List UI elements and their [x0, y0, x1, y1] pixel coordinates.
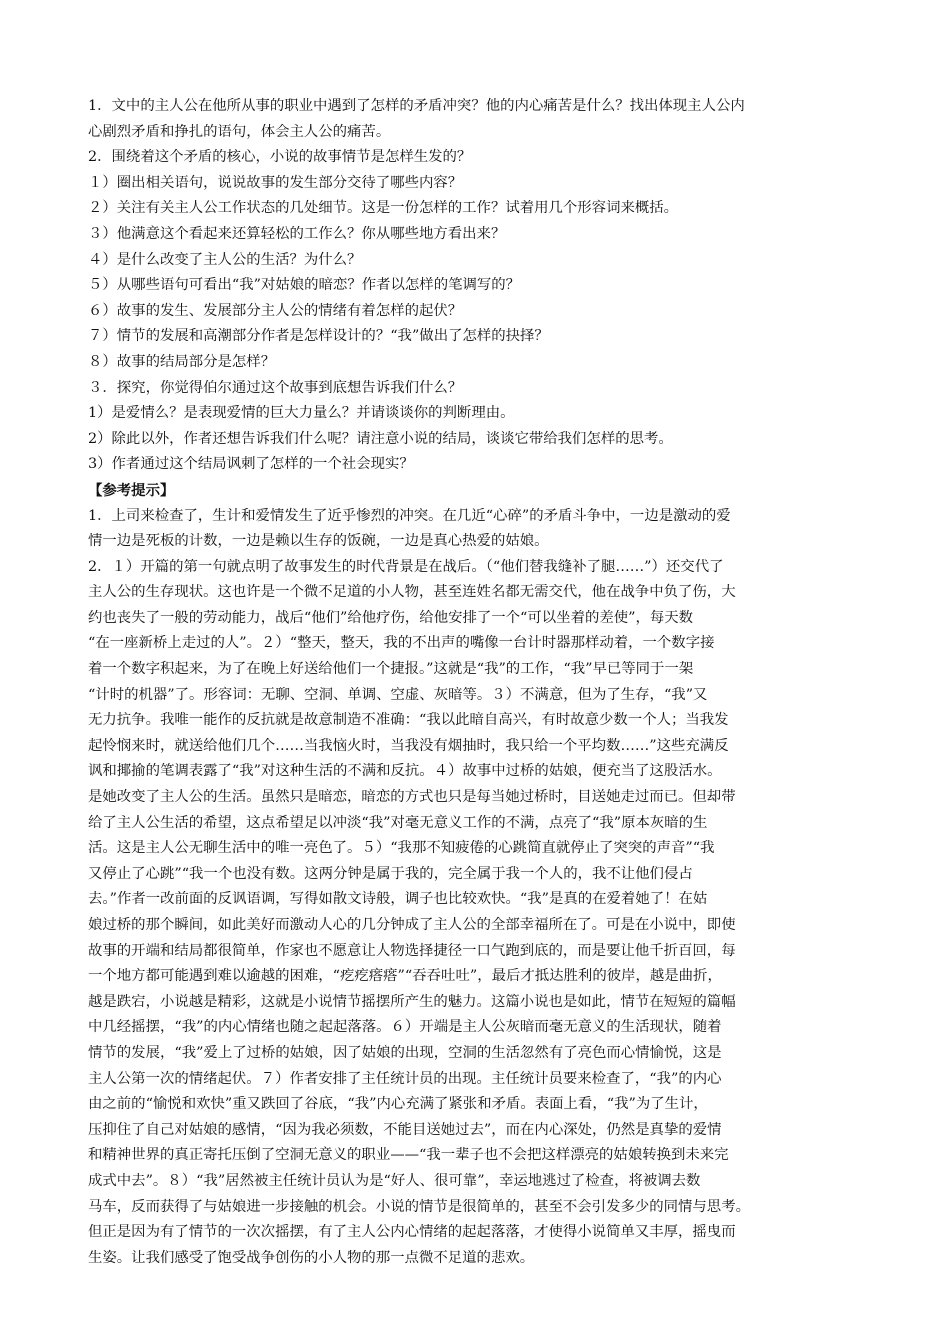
answer-paragraph-line: 但正是因为有了情节的一次次摇摆，有了主人公内心情绪的起起落落，才使得小说简单又丰厚，摇曳而: [88, 1224, 736, 1241]
sub-question-2-6: ６）故事的发生、发展部分主人公的情绪有着怎样的起伏？: [88, 302, 463, 319]
sub-question-2-1: １）圈出相关语句，说说故事的发生部分交待了哪些内容？: [88, 174, 463, 191]
answer-paragraph-line: 越是跌宕，小说越是精彩，这就是小说情节摇摆所产生的魅力。这篇小说也是如此，情节在短短的篇幅: [88, 993, 736, 1010]
answer-paragraph-line: 2．１）开篇的第一句就点明了故事发生的时代背景是在战后。（“他们替我缝补了腿……”）还交代了: [88, 558, 724, 575]
question-3: ３．探究，你觉得伯尔通过这个故事到底想告诉我们什么？: [88, 379, 463, 396]
sub-question-2-2: ２）关注有关主人公工作状态的几处细节。这是一份怎样的工作？试着用几个形容词来概括。: [88, 200, 679, 217]
sub-question-3-2: 2）除此以外，作者还想告诉我们什么呢？请注意小说的结局，谈谈它带给我们怎样的思考。: [88, 430, 673, 447]
answer-paragraph-line: 讽和揶揄的笔调表露了“我”对这种生活的不满和反抗。４）故事中过桥的姑娘，便充当了这股活水。: [88, 763, 722, 780]
answer-paragraph-line: “在一座新桥上走过的人”。２）“整天，整天，我的不出声的嘴像一台计时器那样动着，一个数字接: [88, 635, 715, 652]
answer-paragraph-line: 由之前的“愉悦和欢快”重又跌回了谷底，“我”内心充满了紧张和矛盾。表面上看，“我”为了生计，: [88, 1096, 708, 1113]
sub-question-2-4: ４）是什么改变了主人公的生活？为什么？: [88, 251, 362, 268]
sub-question-3-3: 3）作者通过这个结局讽刺了怎样的一个社会现实？: [88, 456, 414, 473]
answer-paragraph-line: 是她改变了主人公的生活。虽然只是暗恋，暗恋的方式也只是每当她过桥时，目送她走过而已。但却带: [88, 789, 736, 806]
sub-question-2-3: ３）他满意这个看起来还算轻松的工作么？你从哪些地方看出来？: [88, 225, 506, 242]
answer-paragraph-line: 成式中去”。８）“我”居然被主任统计员认为是“好人、很可靠”，幸运地逃过了检查，将被调去数: [88, 1172, 701, 1189]
answer-paragraph-line: 生姿。让我们感受了饱受战争创伤的小人物的那一点微不足道的悲欢。: [88, 1249, 535, 1266]
reference-hints-heading: 【参考提示】: [88, 481, 175, 499]
answer-paragraph-line: 起怜悯来时，就送给他们几个……当我恼火时，当我没有烟抽时，我只给一个平均数……”这些充满反: [88, 737, 729, 754]
sub-question-3-1: 1）是爱情么？是表现爱情的巨大力量么？并请谈谈你的判断理由。: [88, 405, 515, 422]
sub-question-2-5: ５）从哪些语句可看出“我”对姑娘的暗恋？作者以怎样的笔调写的？: [88, 277, 521, 294]
answer-paragraph-line: 给了主人公生活的希望，这点希望足以冲淡“我”对毫无意义工作的不满，点亮了“我”原本灰暗的生: [88, 814, 708, 831]
answer-paragraph-line: 马车，反而获得了与姑娘进一步接触的机会。小说的情节是很简单的，甚至不会引发多少的同情与思考。: [88, 1198, 750, 1215]
answer-paragraph-line: 去。”作者一改前面的反讽语调，写得如散文诗般，调子也比较欢快。“我”是真的在爱着她了！在姑: [88, 891, 708, 908]
answer-paragraph-line: 着一个数字积起来，为了在晚上好送给他们一个捷报。”这就是“我”的工作，“我”早已等同于一架: [88, 661, 694, 678]
answer-paragraph-line: 主人公第一次的情绪起伏。７）作者安排了主任统计员的出现。主任统计员要来检查了，“我”的内心: [88, 1070, 722, 1087]
sub-question-2-8: ８）故事的结局部分是怎样？: [88, 353, 276, 370]
answer-paragraph-line: 活。这是主人公无聊生活中的唯一亮色了。５）“我那不知疲倦的心跳简直就停止了突突的声音”“我: [88, 840, 715, 857]
answer-paragraph-line: 一个地方都可能遇到难以逾越的困难，“疙疙瘩瘩”“吞吞吐吐”，最后才抵达胜利的彼岸，越是曲折，: [88, 968, 722, 985]
answer-paragraph-line: 1．上司来检查了，生计和爱情发生了近乎惨烈的冲突。在几近“心碎”的矛盾斗争中，一边是激动的爱: [88, 507, 731, 524]
answer-paragraph-line: “计时的机器”了。形容词：无聊、空洞、单调、空虚、灰暗等。３）不满意，但为了生存，“我”又: [88, 686, 708, 703]
answer-paragraph-line: 情一边是死板的计数，一边是赖以生存的饭碗，一边是真心热爱的姑娘。: [88, 533, 549, 550]
document-page: [88, 94, 858, 1271]
answer-paragraph-line: 娘过桥的那个瞬间，如此美好而激动人心的几分钟成了主人公的全部幸福所在了。可是在小说中，即使: [88, 917, 736, 933]
answer-paragraph-line: 压抑住了自己对姑娘的感情，“因为我必须数，不能目送她过去”，而在内心深处，仍然是真挚的爱情: [88, 1121, 722, 1138]
answer-paragraph-line: 约也丧失了一般的劳动能力，战后“他们”给他疗伤，给他安排了一个“可以坐着的差使”，每天数: [88, 609, 694, 626]
answer-paragraph-line: 中几经摇摆，“我”的内心情绪也随之起起落落。６）开端是主人公灰暗而毫无意义的生活现状，随着: [88, 1019, 722, 1036]
answer-paragraph-line: 故事的开端和结局都很简单，作家也不愿意让人物选择捷径一口气跑到底的，而是要让他千折百回，每: [88, 942, 736, 959]
answer-paragraph-line: 又停止了心跳”“我一个也没有数。这两分钟是属于我的，完全属于我一个人的，我不让他们侵占: [88, 865, 693, 882]
question-1-line-2: 心剧烈矛盾和挣扎的语句，体会主人公的痛苦。: [88, 123, 391, 140]
answer-paragraph-line: 情节的发展，“我”爱上了过桥的姑娘，因了姑娘的出现，空洞的生活忽然有了亮色而心情愉悦，这是: [88, 1044, 722, 1061]
answer-paragraph-line: 主人公的生存现状。这也许是一个微不足道的小人物，甚至连姓名都无需交代，他在战争中负了伤，大: [88, 584, 736, 601]
answer-paragraph-line: 无力抗争。我唯一能作的反抗就是故意制造不准确：“我以此暗自高兴，有时故意少数一个人；当我发: [88, 712, 729, 729]
sub-question-2-7: ７）情节的发展和高潮部分作者是怎样设计的？“我”做出了怎样的抉择？: [88, 328, 549, 345]
question-1-line-1: 1．文中的主人公在他所从事的职业中遇到了怎样的矛盾冲突？他的内心痛苦是什么？找出体现主人公内: [88, 98, 745, 114]
question-2: 2．围绕着这个矛盾的核心，小说的故事情节是怎样生发的？: [88, 149, 472, 166]
answer-paragraph-line: 和精神世界的真正寄托压倒了空洞无意义的职业——“我一辈子也不会把这样漂亮的姑娘转换到未来完: [88, 1147, 729, 1164]
